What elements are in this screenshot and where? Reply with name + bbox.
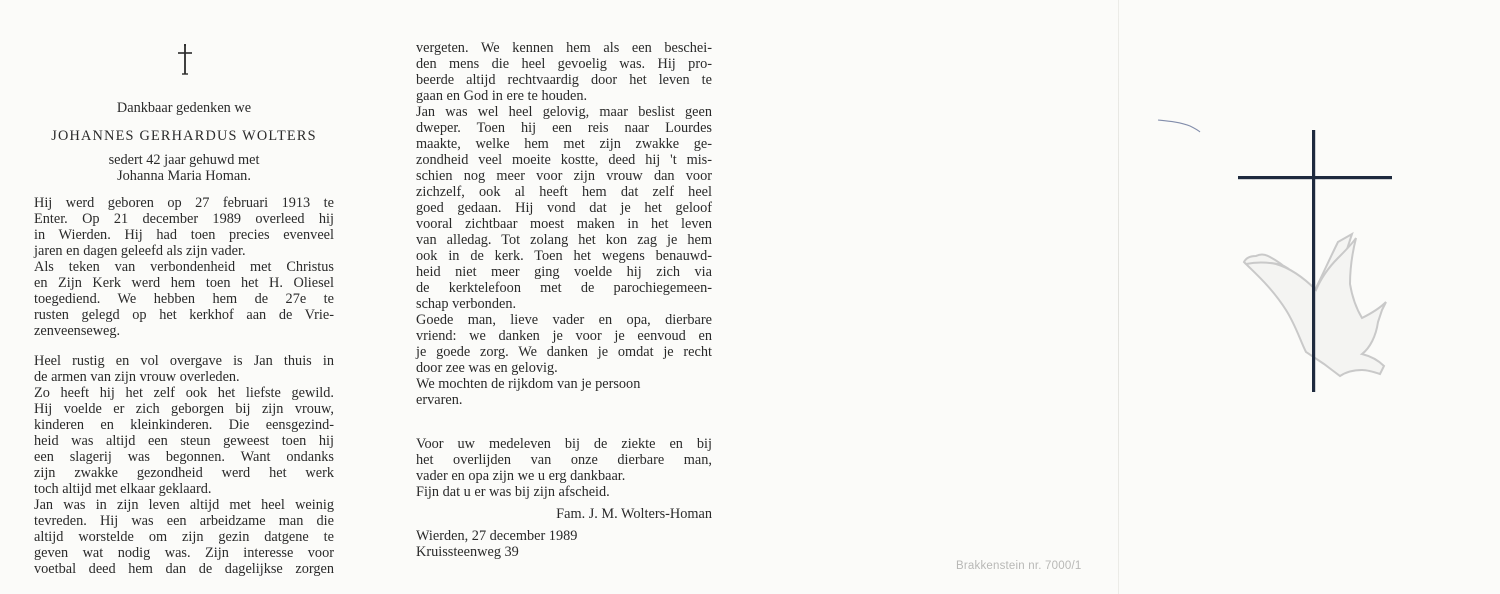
cross-with-dove-icon	[1234, 126, 1396, 394]
text-line: vriend: we danken je voor je eenvoud en	[416, 328, 712, 344]
address: Kruissteenweg 39	[416, 544, 519, 560]
text-line: altijd worstelde om zijn gezin datgene te	[34, 529, 334, 545]
text-line: ook in de kerk. Toen het wegens benauwd-	[416, 248, 712, 264]
text-line: in Wierden. Hij had toen precies evenveel	[34, 227, 334, 243]
text-line: Hij werd geboren op 27 februari 1913 te	[34, 195, 334, 211]
text-line: door zee was en gelovig.	[416, 360, 558, 376]
text-line: Zo heeft hij het zelf ook het liefste gewild.	[34, 385, 334, 401]
paragraph-modest	[416, 40, 712, 104]
text-line: Voor uw medeleven bij de ziekte en bij	[416, 436, 712, 452]
left-column	[34, 100, 334, 577]
text-line: Fijn dat u er was bij zijn afscheid.	[416, 484, 610, 500]
latin-cross-icon	[176, 42, 194, 76]
pen-mark	[1156, 116, 1202, 134]
text-line: rusten gelegd op het kerkhof aan de Vrie-	[34, 307, 334, 323]
paragraph-birth	[34, 195, 334, 259]
thanks-paragraph	[416, 436, 712, 500]
text-line: Hij voelde er zich geborgen bij zijn vrouw,	[34, 401, 334, 417]
family-signature: Fam. J. M. Wolters-Homan	[556, 506, 712, 522]
text-line: toch altijd met elkaar geklaard.	[34, 481, 212, 497]
text-line: ervaren.	[416, 392, 463, 408]
deceased-name: JOHANNES GERHARDUS WOLTERS	[51, 128, 317, 144]
text-line: tevreden. Hij was een arbeidzame man die	[34, 513, 334, 529]
text-line: Goede man, lieve vader en opa, dierbare	[416, 312, 712, 328]
card-fold	[1118, 0, 1119, 594]
text-line: van alledag. Tot zolang het kon zag je hem	[416, 232, 712, 248]
text-line: maakte, welke hem met zijn zwakke ge-	[416, 136, 712, 152]
text-line: kinderen en kleinkinderen. Die eensgezind-	[34, 417, 334, 433]
text-line: beerde altijd rechtvaardig door het leven te	[416, 72, 712, 88]
text-line: een slagerij was begonnen. Want ondanks	[34, 449, 334, 465]
text-line: jaren en dagen geleefd als zijn vader.	[34, 243, 246, 259]
text-line: het overlijden van onze dierbare man,	[416, 452, 712, 468]
heading: Dankbaar gedenken we	[116, 100, 252, 116]
text-line: Jan was wel heel gelovig, maar beslist geen	[416, 104, 712, 120]
text-line: de kerktelefoon met de parochiegemeen-	[416, 280, 712, 296]
text-line: zenveenseweg.	[34, 323, 121, 339]
text-line: Enter. Op 21 december 1989 overleed hij	[34, 211, 334, 227]
paragraph-richness	[416, 376, 712, 408]
text-line: schap verbonden.	[416, 296, 517, 312]
text-line: voetbal deed hem dan de dagelijkse zorgen	[34, 561, 334, 577]
text-line: Jan was in zijn leven altijd met heel weinig	[34, 497, 334, 513]
text-line: zijn zwakke gezondheid werd het werk	[34, 465, 334, 481]
text-line: vergeten. We kennen hem als een beschei-	[416, 40, 712, 56]
married-line: sedert 42 jaar gehuwd met	[108, 152, 260, 168]
text-line: heid niet meer ging voelde hij zich via	[416, 264, 712, 280]
place-date: Wierden, 27 december 1989	[416, 528, 578, 544]
spouse-name: Johanna Maria Homan.	[117, 168, 251, 184]
paragraph-life	[34, 353, 334, 577]
text-line: en Zijn Kerk werd hem toen het H. Oliesel	[34, 275, 334, 291]
text-line: heid was altijd een steun geweest toen hij	[34, 433, 334, 449]
text-line: geven wat nodig was. Zijn interesse voor	[34, 545, 334, 561]
paragraph-sacrament	[34, 259, 334, 339]
text-line: goed gedaan. Hij vond dat je het geloof	[416, 200, 712, 216]
paragraph-faith	[416, 104, 712, 312]
text-line: toegediend. We hebben hem de 27e te	[34, 291, 334, 307]
text-line: zichzelf, ook al heeft hem dat zelf heel	[416, 184, 712, 200]
text-line: gaan en God in ere te houden.	[416, 88, 588, 104]
text-line: den mens die heel gevoelig was. Hij pro-	[416, 56, 712, 72]
paragraph-farewell	[416, 312, 712, 376]
right-column	[416, 40, 712, 560]
printer-mark: Brakkenstein nr. 7000/1	[956, 560, 1082, 572]
text-line: vader en opa zijn we u erg dankbaar.	[416, 468, 626, 484]
text-line: vooral zichtbaar moest maken in het leven	[416, 216, 712, 232]
text-line: dweper. Toen hij een reis naar Lourdes	[416, 120, 712, 136]
text-line: We mochten de rijkdom van je persoon	[416, 376, 641, 392]
text-line: je goede zorg. We danken je omdat je recht	[416, 344, 712, 360]
text-line: schien nog meer voor zijn vrouw dan voor	[416, 168, 712, 184]
text-line: Als teken van verbondenheid met Christus	[34, 259, 334, 275]
text-line: zondheid veel moeite kostte, deed hij 't mis-	[416, 152, 712, 168]
text-line: de armen van zijn vrouw overleden.	[34, 369, 240, 385]
text-line: Heel rustig en vol overgave is Jan thuis in	[34, 353, 334, 369]
